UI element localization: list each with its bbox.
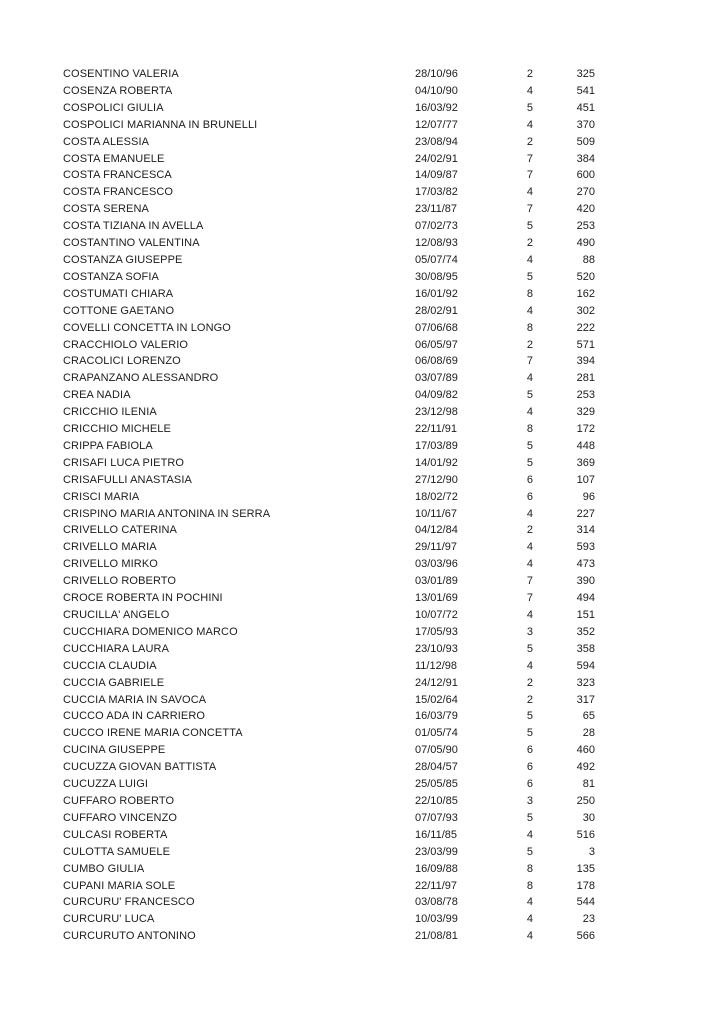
registry-number: 323 [576, 676, 595, 689]
section-number: 6 [526, 778, 533, 791]
table-row [63, 303, 595, 320]
birth-date: 17/03/89 [415, 439, 458, 452]
table-row [63, 387, 595, 404]
table-row [63, 878, 595, 895]
registry-number: 250 [576, 794, 595, 807]
person-name: CRISAFULLI ANASTASIA [63, 473, 192, 486]
person-name: CRIVELLO MIRKO [63, 558, 158, 571]
section-number: 4 [526, 896, 533, 909]
section-number: 6 [526, 490, 533, 503]
birth-date: 22/11/91 [415, 423, 458, 436]
person-name: COSTA ALESSIA [63, 135, 150, 148]
table-row [63, 117, 595, 134]
table-row [63, 827, 595, 844]
registry-number: 81 [582, 778, 595, 791]
section-number: 5 [526, 101, 533, 114]
registry-number: 390 [576, 575, 595, 588]
person-name: CUCUZZA LUIGI [63, 778, 149, 791]
registry-number: 88 [582, 253, 595, 266]
registry-number: 370 [576, 118, 595, 131]
section-number: 4 [526, 609, 533, 621]
registry-number: 253 [576, 220, 595, 233]
section-number: 7 [526, 575, 533, 588]
section-number: 4 [526, 541, 533, 554]
person-name: CUCCO IRENE MARIA CONCETTA [63, 727, 243, 740]
person-name: CURCURUTO ANTONINO [63, 930, 196, 943]
person-name: CUCCO ADA IN CARRIERO [63, 710, 206, 723]
birth-date: 23/08/94 [415, 135, 458, 148]
registry-number: 281 [576, 372, 595, 385]
table-row [63, 167, 595, 184]
birth-date: 07/02/73 [415, 220, 458, 233]
registry-number: 135 [576, 862, 595, 875]
birth-date: 10/11/67 [415, 507, 458, 520]
table-row [63, 844, 595, 861]
section-number: 7 [526, 355, 533, 368]
person-name: CUFFARO ROBERTO [63, 794, 175, 807]
section-number: 2 [526, 338, 533, 351]
birth-date: 24/12/91 [415, 676, 458, 689]
section-number: 5 [526, 220, 533, 233]
birth-date: 16/03/79 [415, 710, 458, 723]
section-number: 2 [526, 676, 533, 689]
table-row [63, 421, 595, 438]
person-name: CULOTTA SAMUELE [63, 845, 171, 858]
person-name: CUCCIA CLAUDIA [63, 659, 157, 672]
birth-date: 29/11/97 [415, 541, 458, 554]
birth-date: 12/08/93 [415, 237, 458, 250]
person-name: COVELLI CONCETTA IN LONGO [63, 321, 231, 334]
birth-date: 03/07/89 [415, 372, 458, 385]
person-name: CUMBO GIULIA [63, 862, 145, 875]
birth-date: 21/08/81 [415, 930, 458, 943]
person-name: CRIPPA FABIOLA [63, 439, 153, 452]
birth-date: 28/04/57 [415, 761, 458, 774]
registry-number: 227 [576, 507, 595, 520]
birth-date: 15/02/64 [415, 693, 458, 706]
birth-date: 04/09/82 [415, 389, 458, 402]
registry-number: 520 [576, 270, 595, 283]
birth-date: 18/02/72 [415, 490, 458, 503]
registry-number: 494 [576, 592, 595, 605]
person-name: COTTONE GAETANO [63, 304, 175, 317]
birth-date: 23/03/99 [415, 845, 458, 858]
table-row [63, 134, 595, 151]
person-name: CUPANI MARIA SOLE [63, 879, 176, 892]
table-row [63, 184, 595, 201]
birth-date: 25/05/85 [415, 778, 458, 791]
person-name: CRAPANZANO ALESSANDRO [63, 372, 219, 385]
section-number: 7 [526, 152, 533, 165]
registry-number: 23 [582, 913, 595, 926]
birth-date: 06/05/97 [415, 338, 458, 351]
section-number: 4 [526, 84, 533, 97]
person-name: CUCCIA GABRIELE [63, 676, 165, 689]
table-row [63, 506, 595, 523]
birth-date: 06/08/69 [415, 355, 458, 368]
section-number: 4 [526, 304, 533, 317]
table-row [63, 776, 595, 793]
registry-number: 571 [576, 338, 595, 351]
table-row [63, 725, 595, 742]
section-number: 5 [526, 389, 533, 402]
section-number: 5 [526, 642, 533, 655]
person-name: CRIVELLO CATERINA [63, 524, 177, 537]
section-number: 6 [526, 473, 533, 486]
person-name: CRUCILLA' ANGELO [63, 609, 170, 621]
section-number: 4 [526, 659, 533, 672]
table-row [63, 269, 595, 286]
table-row [63, 337, 595, 354]
birth-date: 23/10/93 [415, 642, 458, 655]
person-name: CUCCHIARA LAURA [63, 642, 170, 655]
birth-date: 30/08/95 [415, 270, 458, 283]
table-row [63, 83, 595, 100]
table-row [63, 286, 595, 303]
registry-number: 600 [576, 169, 595, 182]
birth-date: 03/01/89 [415, 575, 458, 588]
table-row [63, 252, 595, 269]
person-name: CULCASI ROBERTA [63, 828, 168, 841]
section-number: 8 [526, 879, 533, 892]
birth-date: 03/03/96 [415, 558, 458, 571]
table-row [63, 151, 595, 168]
table-row [63, 66, 595, 83]
person-name: CUCUZZA GIOVAN BATTISTA [63, 761, 217, 774]
person-name: COSENZA ROBERTA [63, 84, 173, 97]
registry-number: 28 [582, 727, 595, 740]
table-row [63, 708, 595, 725]
section-number: 4 [526, 507, 533, 520]
birth-date: 17/05/93 [415, 625, 458, 638]
registry-number: 420 [576, 203, 595, 216]
birth-date: 16/11/85 [415, 828, 458, 841]
registry-number: 107 [576, 473, 595, 486]
section-number: 4 [526, 828, 533, 841]
section-number: 7 [526, 203, 533, 216]
table-row [63, 100, 595, 117]
registry-number: 358 [576, 642, 595, 655]
person-name: CUCCHIARA DOMENICO MARCO [63, 625, 238, 638]
registry-number: 394 [576, 355, 595, 368]
registry-number: 352 [576, 625, 595, 638]
section-number: 6 [526, 761, 533, 774]
birth-date: 27/12/90 [415, 473, 458, 486]
person-name: COSTANZA GIUSEPPE [63, 253, 183, 266]
person-name: CREA NADIA [63, 389, 131, 402]
registry-number: 473 [576, 558, 595, 571]
registry-number: 162 [576, 287, 595, 300]
person-name: CUCCIA MARIA IN SAVOCA [63, 693, 207, 706]
registry-number: 509 [576, 135, 595, 148]
person-name: CRICCHIO MICHELE [63, 423, 171, 436]
section-number: 4 [526, 186, 533, 199]
section-number: 4 [526, 913, 533, 926]
section-number: 8 [526, 287, 533, 300]
registry-number: 178 [576, 879, 595, 892]
table-row [63, 472, 595, 489]
registry-number: 594 [576, 659, 595, 672]
person-name: COSPOLICI GIULIA [63, 101, 164, 114]
section-number: 4 [526, 372, 533, 385]
person-name: COSTANZA SOFIA [63, 270, 159, 283]
person-name: COSTA FRANCESCA [63, 169, 172, 182]
section-number: 2 [526, 693, 533, 706]
table-row [63, 810, 595, 827]
section-number: 5 [526, 845, 533, 858]
birth-date: 16/03/92 [415, 101, 458, 114]
table-row [63, 455, 595, 472]
section-number: 5 [526, 811, 533, 824]
person-name: CRISCI MARIA [63, 490, 140, 503]
section-number: 5 [526, 270, 533, 283]
table-row [63, 624, 595, 641]
birth-date: 23/12/98 [415, 406, 458, 419]
section-number: 5 [526, 727, 533, 740]
section-number: 2 [526, 68, 533, 80]
person-name: CUCINA GIUSEPPE [63, 744, 166, 757]
registry-number: 151 [576, 609, 595, 621]
birth-date: 17/03/82 [415, 186, 458, 199]
registry-number: 270 [576, 186, 595, 199]
birth-date: 13/01/69 [415, 592, 458, 605]
person-name: COSTA FRANCESCO [63, 186, 174, 199]
person-name: COSTANTINO VALENTINA [63, 237, 200, 250]
registry-number: 314 [576, 524, 595, 537]
birth-date: 10/07/72 [415, 609, 458, 621]
registry-number: 222 [576, 321, 595, 334]
birth-date: 01/05/74 [415, 727, 458, 740]
registry-number: 492 [576, 761, 595, 774]
name-list [63, 66, 595, 945]
section-number: 3 [526, 794, 533, 807]
birth-date: 07/05/90 [415, 744, 458, 757]
registry-number: 490 [576, 237, 595, 250]
section-number: 5 [526, 439, 533, 452]
person-name: COSPOLICI MARIANNA IN BRUNELLI [63, 118, 258, 131]
table-row [63, 353, 595, 370]
person-name: CURCURU' FRANCESCO [63, 896, 195, 909]
registry-number: 448 [576, 439, 595, 452]
section-number: 2 [526, 237, 533, 250]
table-row [63, 201, 595, 218]
table-row [63, 404, 595, 421]
registry-number: 30 [582, 811, 595, 824]
birth-date: 05/07/74 [415, 253, 458, 266]
person-name: COSENTINO VALERIA [63, 68, 179, 80]
section-number: 8 [526, 862, 533, 875]
registry-number: 541 [576, 84, 595, 97]
table-row [63, 641, 595, 658]
registry-number: 516 [576, 828, 595, 841]
birth-date: 07/07/93 [415, 811, 458, 824]
person-name: CRACOLICI LORENZO [63, 355, 181, 368]
table-row [63, 742, 595, 759]
registry-number: 329 [576, 406, 595, 419]
registry-number: 384 [576, 152, 595, 165]
registry-number: 65 [582, 710, 595, 723]
birth-date: 24/02/91 [415, 152, 458, 165]
table-row [63, 522, 595, 539]
table-row [63, 675, 595, 692]
table-row [63, 928, 595, 945]
table-row [63, 320, 595, 337]
table-row [63, 658, 595, 675]
person-name: CURCURU' LUCA [63, 913, 155, 926]
birth-date: 16/01/92 [415, 287, 458, 300]
section-number: 8 [526, 321, 533, 334]
table-row [63, 539, 595, 556]
birth-date: 04/12/84 [415, 524, 458, 537]
registry-number: 96 [582, 490, 595, 503]
section-number: 4 [526, 118, 533, 131]
table-row [63, 573, 595, 590]
registry-number: 3 [588, 845, 595, 858]
table-row [63, 218, 595, 235]
section-number: 3 [526, 625, 533, 638]
birth-date: 28/10/96 [415, 68, 458, 80]
birth-date: 12/07/77 [415, 118, 458, 131]
person-name: CRICCHIO ILENIA [63, 406, 157, 419]
person-name: COSTA TIZIANA IN AVELLA [63, 220, 204, 233]
person-name: CRACCHIOLO VALERIO [63, 338, 189, 351]
birth-date: 04/10/90 [415, 84, 458, 97]
birth-date: 14/09/87 [415, 169, 458, 182]
registry-number: 253 [576, 389, 595, 402]
section-number: 4 [526, 930, 533, 943]
table-row [63, 438, 595, 455]
table-row [63, 556, 595, 573]
person-name: CRISPINO MARIA ANTONINA IN SERRA [63, 507, 271, 520]
section-number: 5 [526, 710, 533, 723]
birth-date: 03/08/78 [415, 896, 458, 909]
birth-date: 22/10/85 [415, 794, 458, 807]
birth-date: 22/11/97 [415, 879, 458, 892]
birth-date: 11/12/98 [415, 659, 458, 672]
table-row [63, 235, 595, 252]
registry-number: 451 [576, 101, 595, 114]
birth-date: 16/09/88 [415, 862, 458, 875]
table-row [63, 894, 595, 911]
person-name: CRIVELLO MARIA [63, 541, 157, 554]
registry-number: 593 [576, 541, 595, 554]
registry-number: 317 [576, 693, 595, 706]
person-name: COSTUMATI CHIARA [63, 287, 174, 300]
section-number: 4 [526, 406, 533, 419]
table-row [63, 759, 595, 776]
section-number: 6 [526, 744, 533, 757]
birth-date: 14/01/92 [415, 456, 458, 469]
table-row [63, 692, 595, 709]
birth-date: 10/03/99 [415, 913, 458, 926]
birth-date: 28/02/91 [415, 304, 458, 317]
section-number: 8 [526, 423, 533, 436]
birth-date: 07/06/68 [415, 321, 458, 334]
person-name: CRISAFI LUCA PIETRO [63, 456, 185, 469]
person-name: CUFFARO VINCENZO [63, 811, 178, 824]
section-number: 4 [526, 558, 533, 571]
table-row [63, 607, 595, 624]
section-number: 2 [526, 135, 533, 148]
person-name: COSTA SERENA [63, 203, 149, 216]
section-number: 7 [526, 169, 533, 182]
person-name: CRIVELLO ROBERTO [63, 575, 177, 588]
table-row [63, 370, 595, 387]
section-number: 4 [526, 253, 533, 266]
registry-number: 369 [576, 456, 595, 469]
section-number: 5 [526, 456, 533, 469]
section-number: 7 [526, 592, 533, 605]
table-row [63, 489, 595, 506]
registry-number: 172 [576, 423, 595, 436]
registry-number: 302 [576, 304, 595, 317]
person-name: COSTA EMANUELE [63, 152, 165, 165]
table-row [63, 861, 595, 878]
registry-number: 544 [576, 896, 595, 909]
table-row [63, 793, 595, 810]
table-row [63, 590, 595, 607]
registry-number: 325 [576, 68, 595, 80]
table-row [63, 911, 595, 928]
person-name: CROCE ROBERTA IN POCHINI [63, 592, 223, 605]
registry-number: 460 [576, 744, 595, 757]
registry-number: 566 [576, 930, 595, 943]
birth-date: 23/11/87 [415, 203, 458, 216]
section-number: 2 [526, 524, 533, 537]
